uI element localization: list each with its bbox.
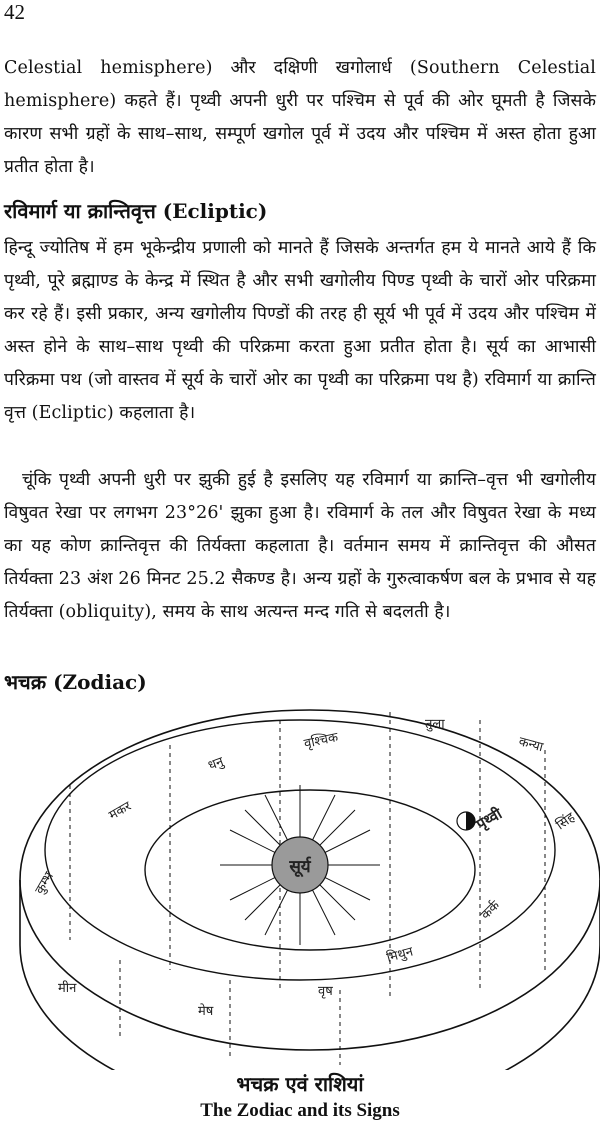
caption-hindi: भचक्र एवं राशियां <box>236 1072 364 1096</box>
ecliptic-heading: रविमार्ग या क्रान्तिवृत्त (Ecliptic) <box>4 199 268 223</box>
earth <box>457 804 506 835</box>
sign-kanya: कन्या <box>516 734 545 756</box>
zodiac-band-side <box>20 880 600 1070</box>
zodiac-diagram <box>0 690 600 1070</box>
sign-simha: सिंह <box>553 810 578 834</box>
intro-paragraph: Celestial hemisphere) और दक्षिणी खगोलार्ध (Southern Celestial hemisphere) कहते हैं। पृथ्वी अपनी धुरी पर पश्चिम से पूर्व की ओर घूमती है जिसके कारण सभी ग्रहों के साथ–साथ, सम्पूर्ण खगोल पूर्व में उदय और पश्चिम में अस्त होता हुआ प्रतीत होता है। <box>4 58 596 177</box>
sign-tula: तुला <box>425 717 445 732</box>
sign-vrishchik: वृश्चिक <box>302 730 340 752</box>
sign-kark: कर्क <box>478 898 503 923</box>
caption-english: The Zodiac and its Signs <box>200 1100 400 1121</box>
ecliptic-paragraph-1: हिन्दू ज्योतिष में हम भूकेन्द्रीय प्रणाली को मानते हैं जिसके अन्तर्गत हम ये मानते आये हैं कि पृथ्वी, पूरे ब्रह्माण्ड के केन्द्र में स्थित है और सभी खगोलीय पिण्ड पृथ्वी के चारों ओर परिक्रमा कर रहे हैं। इसी प्रकार, अन्य खगोलीय पिण्डों की तरह ही सूर्य भी पूर्व में उदय और पश्चिम में अस्त होने के साथ–साथ पृथ्वी की परिक्रमा करता हुआ प्रतीत होता है। सूर्य का आभासी परिक्रमा पथ (जो वास्तव में सूर्य के चारों ओर का पृथ्वी का परिक्रमा पथ है) रविमार्ग या क्रान्ति वृत्त (Ecliptic) कहलाता है। <box>4 238 596 423</box>
page-number: 42 <box>4 0 25 24</box>
sign-mithun: मिथुन <box>385 944 415 966</box>
ecliptic-paragraph-2: चूंकि पृथ्वी अपनी धुरी पर झुकी हुई है इसलिए यह रविमार्ग या क्रान्ति–वृत्त भी खगोलीय विषुवत रेखा पर लगभग 23°26' झुका हुआ है। रविमार्ग के तल और विषुवत रेखा के मध्य का यह कोण क्रान्तिवृत्त की तिर्यक्ता कहलाता है। वर्तमान समय में क्रान्तिवृत्त की औसत तिर्यक्ता 23 अंश 26 मिनट 25.2 सैकण्ड है। अन्य ग्रहों के गुरुत्वाकर्षण बल के प्रभाव से यह तिर्यक्ता (obliquity), समय के साथ अत्यन्त मन्द गति से बदलती है। <box>4 470 596 622</box>
sign-meen: मीन <box>58 981 77 996</box>
sun-label: सूर्य <box>289 857 311 877</box>
earth-label: पृथ्वी <box>473 804 505 834</box>
sign-mesh: मेष <box>198 1004 214 1019</box>
sign-vrish: वृष <box>318 984 333 999</box>
sign-makar: मकर <box>106 798 134 824</box>
sign-dhanu: धनु <box>206 754 226 774</box>
sign-kumbh: कुम्भ <box>32 869 57 897</box>
sun <box>220 785 380 945</box>
zodiac-heading: भचक्र (Zodiac) <box>4 670 147 694</box>
